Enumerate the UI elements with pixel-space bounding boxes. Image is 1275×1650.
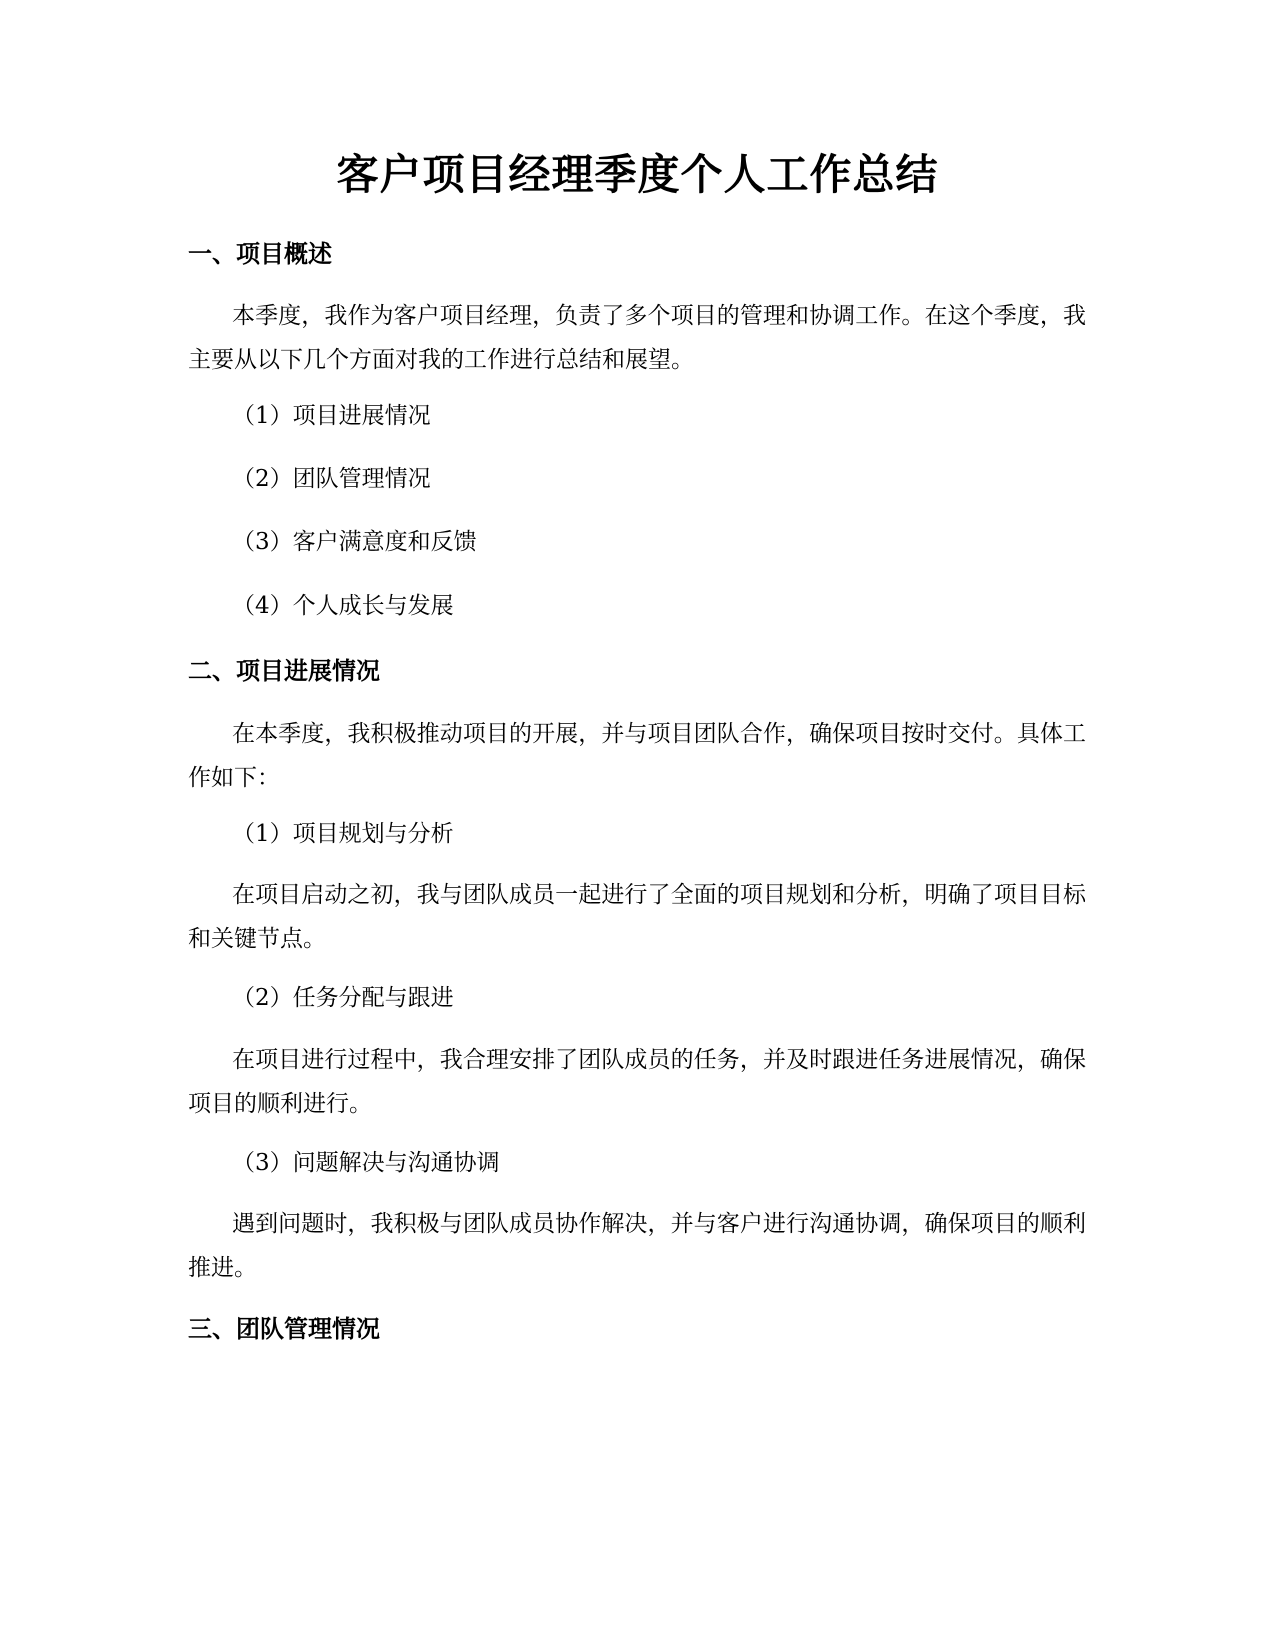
subsection-label: （1）项目规划与分析 bbox=[232, 821, 454, 847]
subsection-label: （3）问题解决与沟通协调 bbox=[232, 1150, 500, 1176]
paragraph: 在项目启动之初，我与团队成员一起进行了全面的项目规划和分析，明确了项目目标和关键节点。 bbox=[188, 882, 1086, 952]
section-heading: 一、项目概述 bbox=[188, 240, 332, 268]
paragraph: 本季度，我作为客户项目经理，负责了多个项目的管理和协调工作。在这个季度，我主要从以下几个方面对我的工作进行总结和展望。 bbox=[188, 303, 1086, 373]
subsection-label: （2）任务分配与跟进 bbox=[232, 985, 454, 1011]
list-item: （4）个人成长与发展 bbox=[232, 593, 454, 619]
document-title: 客户项目经理季度个人工作总结 bbox=[336, 150, 939, 199]
paragraph: 在项目进行过程中，我合理安排了团队成员的任务，并及时跟进任务进展情况，确保项目的顺利进行。 bbox=[188, 1047, 1086, 1117]
list-item: （2）团队管理情况 bbox=[232, 466, 431, 492]
section-heading: 二、项目进展情况 bbox=[188, 657, 380, 685]
list-item: （1）项目进展情况 bbox=[232, 403, 431, 429]
paragraph: 遇到问题时，我积极与团队成员协作解决，并与客户进行沟通协调，确保项目的顺利推进。 bbox=[188, 1211, 1086, 1281]
list-item: （3）客户满意度和反馈 bbox=[232, 529, 477, 555]
section-heading: 三、团队管理情况 bbox=[188, 1315, 380, 1343]
paragraph: 在本季度，我积极推动项目的开展，并与项目团队合作，确保项目按时交付。具体工作如下： bbox=[188, 721, 1086, 791]
